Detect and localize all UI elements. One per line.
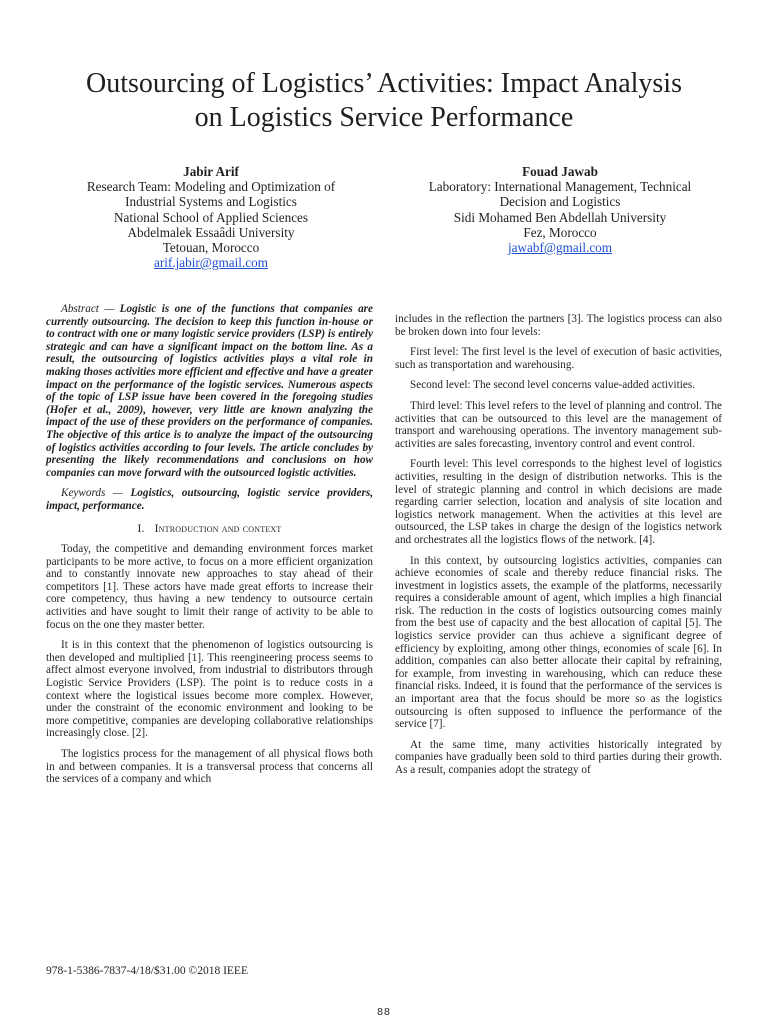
author-email-link[interactable]: arif.jabir@gmail.com [154, 255, 268, 271]
author-affiliation-line: Research Team: Modeling and Optimization of [86, 179, 336, 195]
author-affiliation-line: Decision and Logistics [499, 194, 621, 210]
body-paragraph: In this context, by outsourcing logistics activities, companies can achieve economies of scale and thereby reduce financial risks. The investment in logistics assets, the example of the platforms, necessarily requires a considerable amount of agent, which implies a high financial risk. The reduction in the costs of logistics outsourcing comes mainly from the best use of capacity and the best allocation of capital [5]. The logistics service provider can thus achieve a significant degree of efficiency by exploiting, among other things, economies of scale [6]. In addition, companies can also better allocate their capital by refraining, for example, from investing in warehousing, which can reduce these financial risks. Indeed, it is found that the performance of the services is an important area that the focus should be more so as the logistics outsourcing is often supposed to influence the performance of the service [7]. [395, 554, 722, 731]
body-paragraph: includes in the reflection the partners [3]. The logistics process can also be broken down into four levels: [395, 313, 722, 338]
page-number: 88 [377, 1006, 391, 1018]
section-title-initial: I [154, 522, 159, 535]
paper-title-line-2: on Logistics Service Performance [194, 102, 574, 133]
body-paragraph: It is in this context that the phenomenon of logistics outsourcing is then developed and multiplied [1]. This reengineering process seems to affect almost everyone involved, from industrial to distributors through Logistic Service Providers (LSP). The point is to reduce costs in a context where the logistical issues become more complex. However, under the constraint of the economic environment and looking to be more competitive, companies are developing collaborative relationships increasingly close. [2]. [46, 639, 373, 740]
keywords-text: Logistics, outsourcing, logistic service providers, impact, performance. [46, 487, 373, 512]
author-name: Fouad Jawab [522, 164, 598, 179]
author-affiliation-line: Laboratory: International Management, Technical [428, 179, 692, 195]
body-paragraph: Fourth level: This level corresponds to the highest level of logistics activities, resulting in the design of distribution networks. This is the level of strategic planning and control in which decisions are made regarding carrier selection, location and analysis of site location and logistics network management. When the activities at this level are outsourced, the LSP takes in charge the design of the logistics network and orchestrates all the logistics flows of the network. [4]. [395, 458, 722, 546]
body-paragraph: Third level: This level refers to the level of planning and control. The activities that can be outsourced to this level are the management of transport and warehousing operations. The inventory management sub-activities are sales forecasting, inventory control and event control. [395, 399, 722, 450]
author-email-link[interactable]: jawabf@gmail.com [507, 240, 613, 256]
keywords [46, 487, 373, 512]
abstract-text: Logistic is one of the functions that companies are currently outsourcing. The decision to keep this function in-house or to contract with one or many logistic service providers (LSP) is entirely strategic and can have a significant impact on the bottom line. As a result, the outsourcing of logistics activities plays a vital role in making thoses activities more efficient and effective and have a greater impact on the performance of the logistic services. Numerous aspects of the topic of LSP issue have been covered in the foregoing studies (Hofer et al., 2009), however, very little are known analyzing the impact of the use of these providers on the performance of companies. The objective of this artice is to analyze the impact of the outsourcing of logistics activities according to four levels. The article concludes by presenting the likely recommendations and conclusions on how companies can move forward with the outsourced logistic activities. [46, 303, 373, 479]
author-affiliation-line: Fez, Morocco [523, 224, 597, 240]
left-column [46, 303, 373, 794]
body-paragraph: At the same time, many activities historically integrated by companies have gradually been sold to third parties during their growth. As a result, companies adopt the strategy of [395, 738, 722, 776]
author-block-2 [390, 164, 730, 255]
section-number: I. [137, 522, 145, 535]
author-affiliation-line: Abdelmalek Essaâdi University [127, 224, 295, 240]
abstract-label: Abstract — [61, 303, 120, 315]
author-affiliation-line: Sidi Mohamed Ben Abdellah University [453, 209, 667, 225]
keywords-label: Keywords — [61, 487, 131, 500]
copyright-footer: 978-1-5386-7837-4/18/$31.00 ©2018 IEEE [46, 965, 248, 977]
paper-title [30, 67, 738, 135]
abstract [46, 303, 373, 479]
body-paragraph: First level: The first level is the level of execution of basic activities, such as transportation and warehousing. [395, 346, 722, 371]
author-block-1 [50, 164, 372, 270]
body-paragraph: Second level: The second level concerns value-added activities. [410, 379, 695, 392]
body-paragraph: The logistics process for the management of all physical flows both in and between companies. It is a transversal process that concerns all the services of a company and which [46, 748, 373, 786]
author-name: Jabir Arif [183, 164, 239, 179]
section-title-rest: ntroduction and context [158, 522, 282, 535]
author-affiliation-line: Industrial Systems and Logistics [125, 194, 297, 210]
right-column [395, 313, 722, 785]
author-affiliation-line: Tetouan, Morocco [162, 240, 260, 256]
section-heading [46, 523, 373, 536]
author-affiliation-line: National School of Applied Sciences [113, 209, 309, 225]
paper-title-line-1: Outsourcing of Logistics’ Activities: Impact Analysis [86, 68, 682, 99]
body-paragraph: Today, the competitive and demanding environment forces market participants to be more active, to focus on a more efficient organization and to constantly innovate new approaches to stay ahead of their competitors [1]. These actors have made great efforts to increase their core competency, thus having a new tendency to outsource certain activities and have sought to limit their range of activity to be able to focus on the one they master better. [46, 543, 373, 631]
